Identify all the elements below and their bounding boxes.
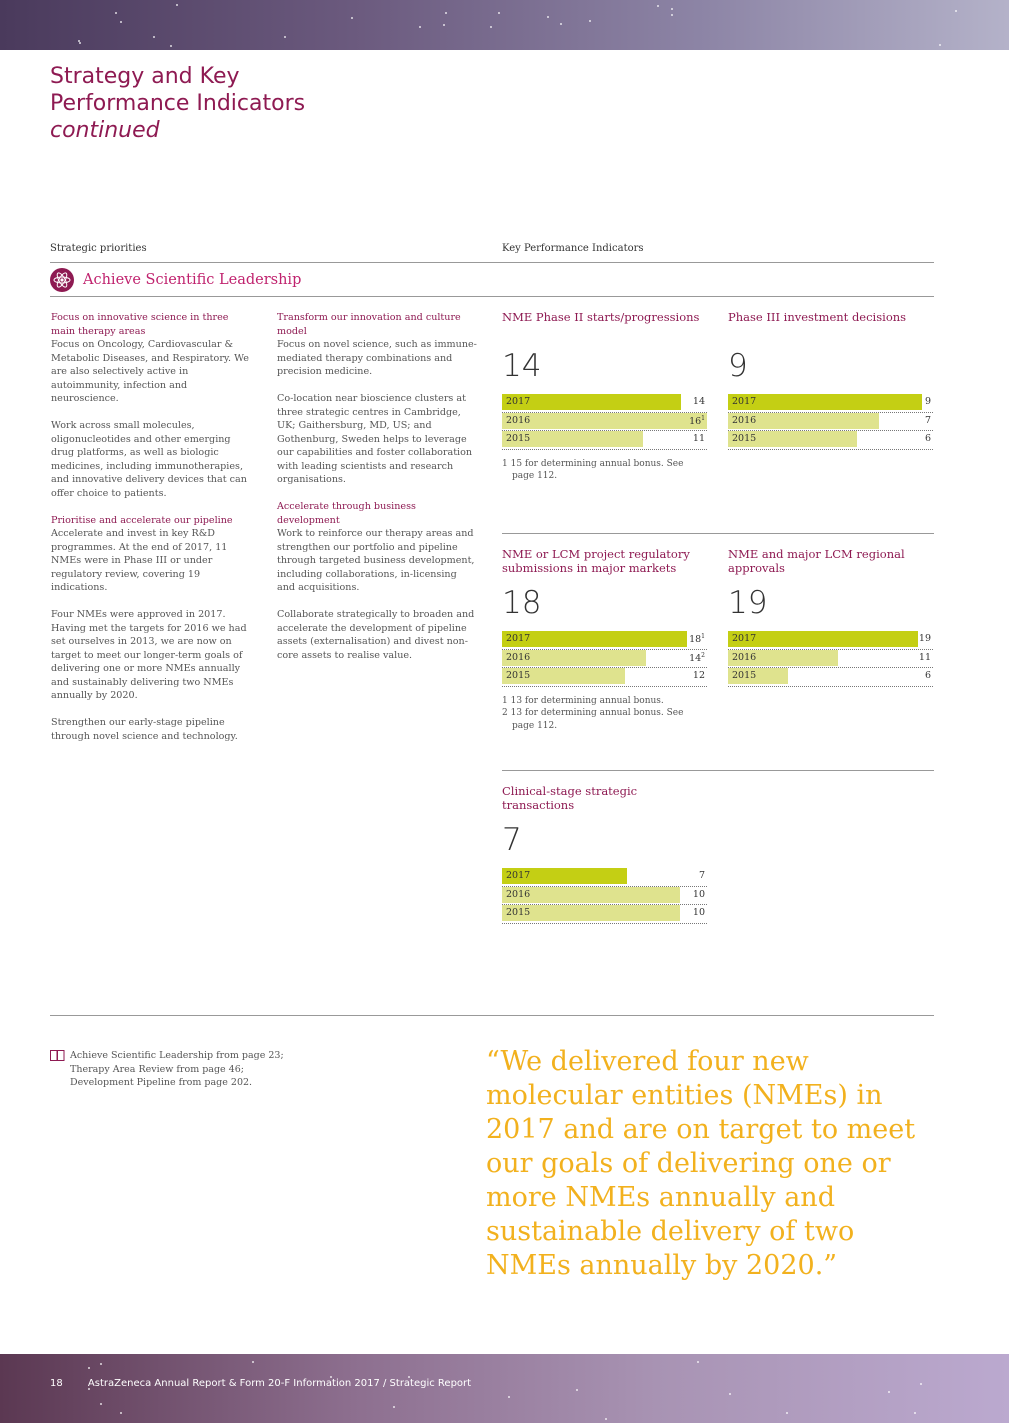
star-decoration — [547, 16, 549, 18]
footer — [50, 1378, 471, 1389]
bar-row — [502, 413, 707, 432]
priority-title: Achieve Scientific Leadership — [83, 272, 302, 288]
bar-value-text: 18 — [689, 634, 702, 646]
bar — [728, 631, 918, 647]
paragraph-heading: Focus on innovative science in three main therapy areas — [51, 312, 229, 337]
bar-year-label: 2015 — [732, 670, 757, 681]
footer-divider — [50, 1015, 934, 1016]
star-decoration — [351, 17, 353, 19]
paragraph-heading: Transform our innovation and culture model — [277, 312, 461, 337]
pull-quote: “We delivered four new molecular entities (NMEs) in 2017 and are on target to meet our goals of delivering one or more NMEs annually and sustainable delivery of two NMEs annually by 2020.” — [486, 1046, 916, 1281]
strategic-priorities-label: Strategic priorities — [50, 243, 147, 254]
star-decoration — [100, 1363, 102, 1365]
page-title — [50, 63, 305, 144]
bar-value-label — [925, 396, 931, 407]
paragraph — [51, 608, 251, 703]
kpi-headline-value: 9 — [728, 348, 748, 384]
bar-value-text: 11 — [918, 651, 931, 663]
paragraph — [51, 311, 251, 406]
bar-row — [502, 868, 707, 887]
bar-year-label: 2016 — [506, 651, 531, 663]
bar-year-label: 2016 — [506, 888, 531, 900]
star-decoration — [120, 1412, 122, 1414]
star-decoration — [697, 1361, 699, 1363]
footnote: 1 13 for determining annual bonus. — [502, 695, 664, 706]
star-decoration — [589, 20, 591, 22]
star-decoration — [170, 45, 172, 47]
star-decoration — [914, 1412, 916, 1414]
bar-value-label — [689, 415, 705, 427]
kpi-regional-approvals — [728, 548, 933, 687]
star-decoration — [920, 1383, 922, 1385]
star-decoration — [419, 26, 421, 28]
kpi-nme-phase2 — [502, 311, 707, 483]
star-decoration — [888, 1391, 890, 1393]
star-decoration — [88, 1367, 90, 1369]
paragraph-body: Four NMEs were approved in 2017. Having met the targets for 2016 we had set ourselves in 2013, we are now on target to meet our longer-term goals of delivering one or more NMEs annually and sustainably delivering two NMEs annually by 2020. — [51, 609, 247, 701]
paragraph — [277, 311, 477, 379]
bar-year-label: 2016 — [732, 414, 757, 426]
bar-value-text: 6 — [924, 670, 931, 681]
bar-value-label — [693, 433, 705, 444]
bar-value-label — [925, 433, 931, 444]
bar-value-label — [693, 396, 705, 407]
star-decoration — [490, 26, 492, 28]
star-decoration — [729, 1393, 731, 1395]
bar-row — [728, 631, 933, 650]
top-banner — [0, 0, 1009, 50]
ref-line[interactable]: Achieve Scientific Leadership from page 23; — [70, 1050, 284, 1061]
paragraph-body: Accelerate and invest in key R&D programmes. At the end of 2017, 11 NMEs were in Phase III or under regulatory review, covering 19 indications. — [51, 528, 228, 593]
bar — [728, 394, 922, 410]
paragraph-heading: Accelerate through business development — [277, 501, 416, 526]
kpi-title: Clinical-stage strategic transactions — [502, 784, 638, 812]
kpi-label: Key Performance Indicators — [502, 243, 644, 254]
bar-row — [728, 650, 933, 669]
bar-value-text: 16 — [689, 415, 702, 427]
book-icon — [50, 1050, 65, 1061]
bar-year-label: 2015 — [732, 433, 757, 444]
bar-value-label — [693, 889, 705, 900]
star-decoration — [252, 1361, 254, 1363]
bar-year-label: 2015 — [506, 433, 531, 444]
bar-value-label — [699, 870, 705, 881]
bar-value-text: 11 — [692, 433, 705, 444]
bar-value-label — [689, 633, 705, 645]
bar-row — [728, 394, 933, 413]
paragraph-body: Focus on Oncology, Cardiovascular & Metabolic Diseases, and Respiratory. We are also selectively active in autoimmunity, infection and neuroscience. — [51, 339, 249, 404]
star-decoration — [120, 21, 122, 23]
star-decoration — [786, 1412, 788, 1414]
atom-icon — [50, 268, 74, 292]
star-decoration — [498, 12, 500, 14]
kpi-phase3-decisions — [728, 311, 933, 450]
star-decoration — [605, 1418, 607, 1420]
bar-value-label — [919, 633, 931, 644]
paragraph-body: Strengthen our early-stage pipeline through novel science and technology. — [51, 717, 238, 742]
title-line-2: Performance Indicators — [50, 91, 306, 116]
kpi-footnotes — [502, 695, 707, 733]
bar-value-text: 9 — [924, 396, 931, 407]
bar-year-label: 2017 — [506, 870, 531, 881]
star-decoration — [153, 36, 155, 38]
bar-value-text: 6 — [924, 433, 931, 444]
paragraph-heading: Prioritise and accelerate our pipeline — [51, 514, 233, 526]
kpi-title: NME and major LCM regional approvals — [728, 547, 905, 575]
paragraph — [51, 419, 251, 500]
title-continued: continued — [50, 118, 160, 143]
star-decoration — [284, 36, 286, 38]
star-decoration — [79, 42, 81, 44]
bar — [502, 413, 707, 429]
kpi-divider-2 — [502, 770, 934, 771]
footnote: 1 15 for determining annual bonus. See page 112. — [502, 458, 684, 481]
bar-value-text: 10 — [692, 888, 705, 900]
bar-row — [502, 431, 707, 450]
paragraph-body: Work across small molecules, oligonucleotides and other emerging drug platforms, as well as biologic medicines, including immunotherapies, and innovative delivery devices that can offer choice to patients. — [51, 420, 247, 499]
bar-value-text: 19 — [918, 633, 931, 644]
cross-references — [50, 1049, 284, 1090]
bar-row — [728, 668, 933, 687]
bar-row — [502, 394, 707, 413]
bar-year-label: 2017 — [506, 396, 531, 407]
footnote-marker: 1 — [701, 414, 705, 422]
footnote: 2 13 for determining annual bonus. See page 112. — [502, 708, 684, 731]
paragraph — [51, 716, 251, 743]
bar-row — [502, 905, 707, 924]
footnote-marker: 2 — [701, 651, 705, 659]
kpi-title: NME or LCM project regulatory submissions in major markets — [502, 547, 690, 575]
bar-row — [502, 887, 707, 906]
priority-divider — [50, 296, 934, 297]
bar-value-text: 7 — [698, 870, 705, 881]
bar-year-label: 2017 — [732, 633, 757, 644]
paragraph-body: Collaborate strategically to broaden and accelerate the development of pipeline assets (externalisation) and divest non-core assets to realise value. — [277, 609, 475, 661]
bar-row — [502, 650, 707, 669]
kpi-strategic-transactions — [502, 785, 707, 924]
kpi-footnotes — [502, 458, 707, 483]
star-decoration — [445, 12, 447, 14]
kpi-headline-value: 14 — [502, 348, 542, 384]
header-divider — [50, 262, 934, 263]
ref-line[interactable]: Therapy Area Review from page 46; — [70, 1063, 244, 1075]
priorities-column-1 — [51, 311, 251, 757]
star-decoration — [657, 5, 659, 7]
bar-year-label: 2017 — [506, 633, 531, 644]
star-decoration — [115, 12, 117, 14]
footnote-marker: 1 — [701, 633, 705, 640]
star-decoration — [671, 14, 673, 16]
star-decoration — [508, 1396, 510, 1398]
bar-value-label — [693, 907, 705, 918]
bar-value-label — [919, 652, 931, 663]
star-decoration — [443, 24, 445, 26]
bar-value-text: 12 — [692, 670, 705, 681]
star-decoration — [939, 44, 941, 46]
kpi-divider-1 — [502, 533, 934, 534]
bar-row — [502, 668, 707, 687]
kpi-headline-value: 19 — [728, 585, 768, 621]
bar-year-label: 2016 — [506, 414, 531, 426]
paragraph — [277, 608, 477, 662]
bar-row — [728, 413, 933, 432]
bar-value-label — [925, 415, 931, 426]
bar-year-label: 2017 — [732, 396, 757, 407]
bar-value-text: 10 — [692, 907, 705, 918]
star-decoration — [176, 4, 178, 6]
star-decoration — [955, 10, 957, 12]
paragraph — [51, 514, 251, 595]
bar-year-label: 2015 — [506, 907, 531, 918]
bar-year-label: 2016 — [732, 651, 757, 663]
bar-value-label — [689, 652, 705, 664]
star-decoration — [100, 1403, 102, 1405]
kpi-regulatory-submissions — [502, 548, 707, 732]
star-decoration — [671, 8, 673, 10]
bar-row — [502, 631, 707, 650]
kpi-title: NME Phase II starts/progressions — [502, 310, 700, 324]
paragraph — [277, 500, 477, 595]
bar-row — [728, 431, 933, 450]
bar-year-label: 2015 — [506, 670, 531, 681]
bar-value-text: 7 — [924, 414, 931, 426]
star-decoration — [576, 1389, 578, 1391]
bar-value-text: 14 — [689, 652, 702, 664]
kpi-headline-value: 7 — [502, 822, 522, 858]
paragraph-body: Co-location near bioscience clusters at three strategic centres in Cambridge, UK; Gaithersburg, MD, US; and Gothenburg, Sweden helps to leverage our capabilities and foster collaboration with leading scientists and research organisations. — [277, 393, 473, 485]
star-decoration — [393, 1406, 395, 1408]
paragraph-body: Focus on novel science, such as immune-mediated therapy combinations and precision medicine. — [277, 339, 477, 377]
ref-line[interactable]: Development Pipeline from page 202. — [70, 1077, 253, 1088]
page-number: 18 — [50, 1378, 63, 1389]
star-decoration — [560, 23, 562, 25]
kpi-headline-value: 18 — [502, 585, 542, 621]
footer-text: AstraZeneca Annual Report & Form 20-F Information 2017 / Strategic Report — [87, 1378, 472, 1389]
priority-header — [50, 267, 301, 293]
priorities-column-2 — [277, 311, 477, 676]
kpi-title: Phase III investment decisions — [728, 310, 907, 324]
bar-value-label — [925, 670, 931, 681]
title-line-1: Strategy and Key — [50, 64, 240, 89]
paragraph — [277, 392, 477, 487]
paragraph-body: Work to reinforce our therapy areas and strengthen our portfolio and pipeline through targeted business development, including collaborations, in-licensing and acquisitions. — [277, 528, 475, 593]
bar-value-label — [693, 670, 705, 681]
bar-value-text: 14 — [692, 396, 705, 407]
